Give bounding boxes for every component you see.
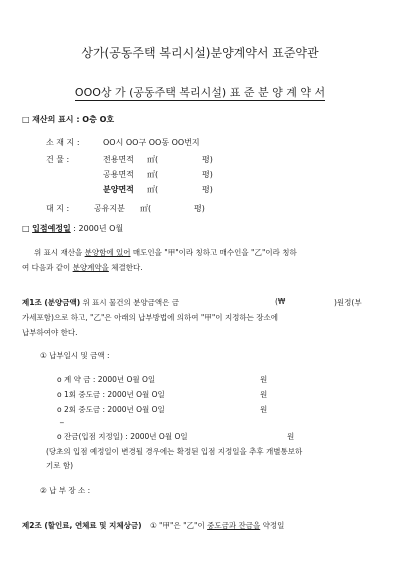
sale-area-label: 분양면적 — [103, 185, 134, 194]
dedicated-area-label: 전용면적 — [103, 155, 134, 164]
contract-subtitle-text: OOO상 가 (공동주택 복리시설) 표 준 분 양 계 약 서 — [74, 86, 326, 99]
article1-currency: (₩ — [275, 297, 286, 306]
intro-text: 체결한다. — [111, 263, 143, 272]
intro-line-2 — [22, 262, 143, 273]
article2-label: 제2조 (할인료, 연체료 및 지체상금) — [22, 521, 142, 530]
movein-value: : 2000년 O월 — [73, 224, 124, 233]
intro-underlined: 분양함에 있어 — [84, 248, 131, 257]
sale-area-m2: ㎡( — [147, 185, 159, 194]
property-heading-text: 재산의 표시 : O층 O호 — [32, 115, 115, 124]
dedicated-area-pyeong: 평) — [202, 155, 213, 164]
article2-text-end: 약정일 — [262, 521, 285, 530]
payment-row-interim2: o 2회 중도금 : 2000년 O월 O일 — [57, 405, 165, 414]
article1-line1-end: )원정(부 — [334, 298, 362, 307]
dedicated-area-m2: ㎡( — [147, 155, 159, 164]
document-title: 상가(공동주택 복리시설)분양계약서 표준약관 — [81, 46, 319, 60]
land-share-m2: ㎡( — [140, 204, 152, 213]
article1-line-2: 가세포함)으로 하고, "乙"은 아래의 납부방법에 의하여 "甲"이 지정하는 장소에 — [22, 313, 279, 322]
payment-note-line-2: 기로 함) — [46, 461, 74, 470]
article1-line-1 — [22, 297, 179, 308]
intro-line-1 — [34, 247, 297, 258]
payment-place-label: ② 납 부 장 소 : — [40, 486, 91, 495]
payment-row-interim1: o 1회 중도금 : 2000년 O월 O일 — [57, 390, 165, 399]
property-section-heading — [22, 114, 114, 125]
payment-row-deposit-unit: 원 — [260, 375, 268, 384]
land-share-label: 공유지분 — [94, 204, 125, 213]
article1-line-3: 납부하여야 한다. — [22, 328, 78, 337]
movein-heading: 입점예정일 — [32, 224, 71, 233]
payment-row-deposit: o 계 약 금 : 2000년 O월 O일 — [57, 375, 156, 384]
movein-section — [22, 223, 123, 234]
article1-text: 위 표시 물건의 분양금액은 금 — [82, 298, 180, 307]
common-area-pyeong: 평) — [202, 170, 213, 179]
intro-text: 매도인을 "甲"이라 칭하고 매수인을 "乙"이라 칭하 — [132, 248, 297, 257]
sale-area-pyeong: 평) — [202, 185, 213, 194]
location-value: OO시 OO구 OO동 OO번지 — [103, 138, 200, 147]
payment-row-interim2-unit: 원 — [260, 405, 268, 414]
payment-note-line-1: (당초의 입점 예정일이 변경될 경우에는 확정된 입점 지정일을 추후 개별통보하 — [46, 447, 303, 456]
article2-underlined: 중도금과 잔금을 — [207, 521, 261, 530]
location-label: 소 재 지 : — [46, 138, 80, 147]
common-area-label: 공용면적 — [103, 170, 134, 179]
checkbox-icon: □ — [22, 224, 30, 233]
payment-dash: _ — [60, 414, 64, 423]
payment-row-balance: o 잔금(입점 지정일) : 2000년 O월 O일 — [57, 432, 188, 441]
payment-row-interim1-unit: 원 — [260, 390, 268, 399]
intro-text: 위 표시 재산을 — [34, 248, 83, 257]
checkbox-icon: □ — [22, 115, 30, 124]
land-share-pyeong: 평) — [194, 204, 205, 213]
common-area-m2: ㎡( — [147, 170, 159, 179]
building-label: 건 물 : — [46, 155, 70, 164]
intro-text: 여 다음과 같이 — [22, 263, 71, 272]
article2-line-1 — [22, 520, 284, 531]
land-label: 대 지 : — [46, 204, 70, 213]
payment-row-balance-unit: 원 — [287, 432, 295, 441]
article1-label: 제1조 (분양금액) — [22, 298, 81, 307]
article2-text: ① "甲"은 "乙"이 — [149, 521, 205, 530]
payment-schedule-label: ① 납부일시 및 금액 : — [40, 351, 110, 360]
intro-underlined: 분양계약을 — [72, 263, 109, 272]
contract-subtitle — [0, 84, 400, 100]
